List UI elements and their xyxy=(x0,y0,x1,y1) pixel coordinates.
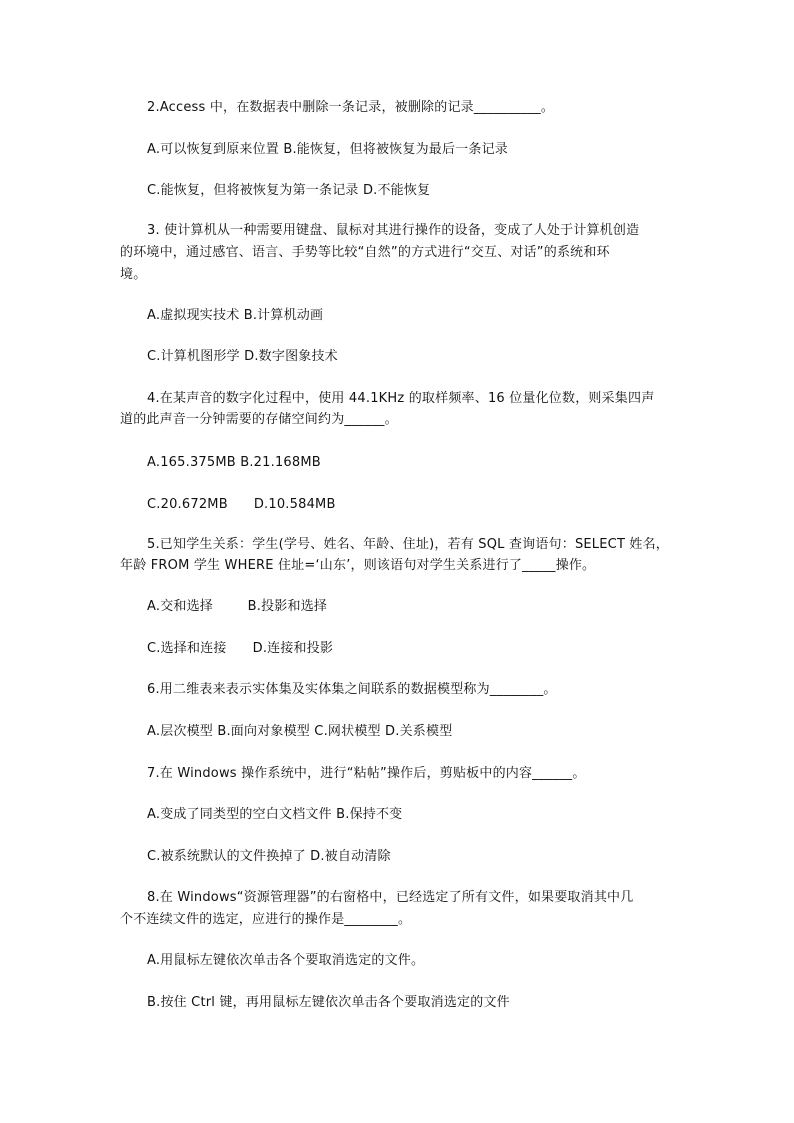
question-4-option-line-1: A.165.375MB B.21.168MB xyxy=(147,455,321,470)
question-4-stem-line-1: 4.在某声音的数字化过程中，使用 44.1KHz 的取样频率、16 位量化位数，则采集四声 xyxy=(147,391,655,406)
question-4-option-line-2: C.20.672MB D.10.584MB xyxy=(147,497,336,512)
question-2-option-line-1: A.可以恢复到原来位置 B.能恢复，但将被恢复为最后一条记录 xyxy=(147,142,508,157)
question-7-stem-line-1: 7.在 Windows 操作系统中，进行“粘帖”操作后，剪贴板中的内容______。 xyxy=(147,766,586,781)
question-7-option-line-1: A.变成了同类型的空白文档文件 B.保持不变 xyxy=(147,807,403,822)
question-2-option-line-2: C.能恢复，但将被恢复为第一条记录 D.不能恢复 xyxy=(147,183,431,198)
question-5-option-line-2: C.选择和连接 D.连接和投影 xyxy=(147,641,334,656)
question-5-stem-line-2: 年龄 FROM 学生 WHERE 住址=‘山东’，则该语句对学生关系进行了_____操作。 xyxy=(120,558,596,573)
question-3-stem-line-2: 的环境中，通过感官、语言、手势等比较“自然”的方式进行“交互、对话”的系统和环 xyxy=(120,245,610,260)
question-5-option-line-1: A.交和选择 B.投影和选择 xyxy=(147,599,328,614)
question-2-stem-line-1: 2.Access 中，在数据表中删除一条记录，被删除的记录__________。 xyxy=(147,100,555,115)
question-8-option-line-1: A.用鼠标左键依次单击各个要取消选定的文件。 xyxy=(147,953,425,968)
question-8-stem-line-2: 个不连续文件的选定，应进行的操作是________。 xyxy=(120,912,412,927)
question-8-stem-line-1: 8.在 Windows“资源管理器”的右窗格中，已经选定了所有文件，如果要取消其中几 xyxy=(147,890,634,905)
question-3-stem-line-3: 境。 xyxy=(120,267,147,282)
question-6-option-line-1: A.层次模型 B.面向对象模型 C.网状模型 D.关系模型 xyxy=(147,724,453,739)
question-7-option-line-2: C.被系统默认的文件换掉了 D.被自动清除 xyxy=(147,849,391,864)
question-5-stem-line-1: 5.已知学生关系：学生(学号、姓名、年龄、住址)，若有 SQL 查询语句：SELECT 姓名， xyxy=(147,537,670,552)
question-6-stem-line-1: 6.用二维表来表示实体集及实体集之间联系的数据模型称为________。 xyxy=(147,682,557,697)
question-3-option-line-1: A.虚拟现实技术 B.计算机动画 xyxy=(147,308,324,323)
question-3-stem-line-1: 3. 使计算机从一种需要用键盘、鼠标对其进行操作的设备，变成了人处于计算机创造 xyxy=(147,223,640,238)
question-4-stem-line-2: 道的此声音一分钟需要的存储空间约为______。 xyxy=(120,412,398,427)
question-3-option-line-2: C.计算机图形学 D.数字图象技术 xyxy=(147,349,338,364)
question-8-option-line-2: B.按住 Ctrl 键，再用鼠标左键依次单击各个要取消选定的文件 xyxy=(147,995,510,1010)
